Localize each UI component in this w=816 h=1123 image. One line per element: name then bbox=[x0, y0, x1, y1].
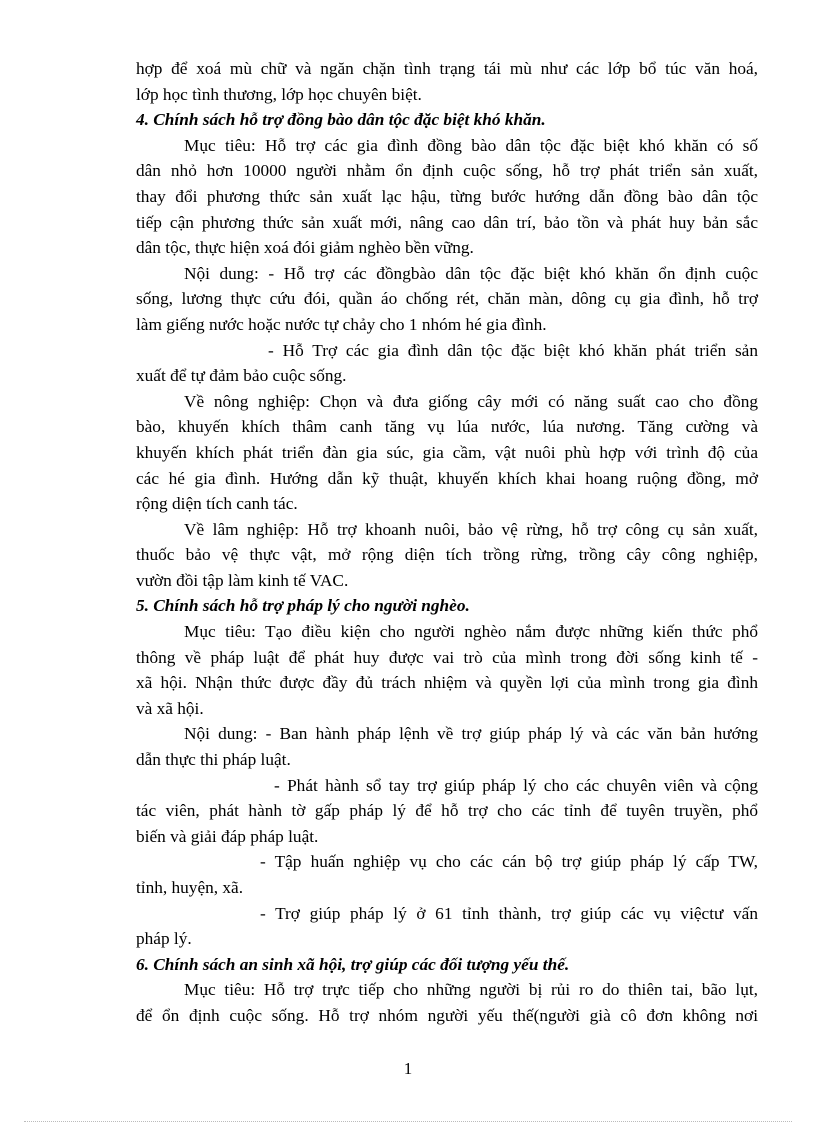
text-line: hợp để xoá mù chữ và ngăn chặn tình trạng tái mù như các lớp bổ túc văn hoá, bbox=[136, 59, 758, 78]
text-line: Mục tiêu: Hỗ trợ các gia đình đồng bào dân tộc đặc biệt khó khăn có số bbox=[184, 135, 758, 155]
text-line: - Phát hành sổ tay trợ giúp pháp lý cho các chuyên viên và cộng bbox=[274, 775, 758, 795]
text-line: Nội dung: - Ban hành pháp lệnh về trợ giúp pháp lý và các văn bản hướng bbox=[184, 724, 758, 744]
text-line: pháp lý. bbox=[136, 929, 192, 949]
text-line: thông về pháp luật để phát huy được vai trò của mình trong đời sống kinh tế - bbox=[136, 647, 758, 667]
text-line: dẫn thực thi pháp luật. bbox=[136, 750, 291, 770]
text-line: tiếp cận phương thức sản xuất mới, nâng cao dân trí, bảo tồn và phát huy bản sắc bbox=[136, 212, 758, 232]
text-line: bào, khuyến khích thâm canh tăng vụ lúa nước, lúa nương. Tăng cường và bbox=[136, 417, 758, 437]
text-line: thay đổi phương thức sản xuất lạc hậu, từng bước hướng dẫn đồng bào dân tộc bbox=[136, 186, 758, 206]
text-line: - Tập huấn nghiệp vụ cho các cán bộ trợ giúp pháp lý cấp TW, bbox=[260, 852, 758, 872]
text-line: dân tộc, thực hiện xoá đói giảm nghèo bền vững. bbox=[136, 238, 474, 258]
text-line: tác viên, phát hành tờ gấp pháp lý để hỗ trợ cho các tỉnh để tuyên truyền, phổ bbox=[136, 801, 758, 821]
text-line: các hé gia đình. Hướng dẫn kỹ thuật, khuyến khích khai hoang ruộng đồng, mở bbox=[136, 468, 758, 488]
text-line: Về nông nghiệp: Chọn và đưa giống cây mới có năng suất cao cho đồng bbox=[184, 391, 758, 411]
text-line: để ổn định cuộc sống. Hỗ trợ nhóm người yếu thế(người già cô đơn không nơi bbox=[136, 1005, 758, 1025]
text-line: Về lâm nghiệp: Hỗ trợ khoanh nuôi, bảo vệ rừng, hỗ trợ công cụ sản xuất, bbox=[184, 519, 758, 539]
text-line: rộng diện tích canh tác. bbox=[136, 494, 298, 514]
page-number: 1 bbox=[403, 1059, 413, 1078]
section-heading: 6. Chính sách an sinh xã hội, trợ giúp các đối tượng yếu thế. bbox=[136, 954, 570, 974]
text-line: sống, lương thực cứu đói, quần áo chống rét, chăn màn, dông cụ gia đình, hỗ trợ bbox=[136, 289, 758, 309]
text-line: Mục tiêu: Hỗ trợ trực tiếp cho những người bị rủi ro do thiên tai, bão lụt, bbox=[184, 980, 758, 1000]
text-line: xuất để tự đảm bảo cuộc sống. bbox=[136, 366, 347, 386]
text-line: biến và giải đáp pháp luật. bbox=[136, 826, 319, 846]
text-line: - Hỗ Trợ các gia đình dân tộc đặc biệt khó khăn phát triển sản bbox=[268, 340, 758, 360]
text-line: xã hội. Nhận thức được đầy đủ trách nhiệm và quyền lợi của mình trong gia đình bbox=[136, 673, 758, 693]
page-bottom-divider bbox=[24, 1121, 792, 1122]
text-line: làm giếng nước hoặc nước tự chảy cho 1 nhóm hé gia đình. bbox=[136, 314, 547, 334]
section-heading: 4. Chính sách hỗ trợ đồng bào dân tộc đặc biệt khó khăn. bbox=[136, 110, 546, 130]
text-line: Nội dung: - Hỗ trợ các đồngbào dân tộc đặc biệt khó khăn ổn định cuộc bbox=[184, 263, 758, 283]
text-line: lớp học tình thương, lớp học chuyên biệt. bbox=[136, 84, 422, 104]
text-line: vườn đồi tập làm kinh tế VAC. bbox=[136, 570, 349, 590]
section-heading: 5. Chính sách hỗ trợ pháp lý cho người nghèo. bbox=[136, 596, 470, 616]
text-line: tỉnh, huyện, xã. bbox=[136, 878, 244, 897]
text-line: thuốc bảo vệ thực vật, mở rộng diện tích trồng rừng, trồng cây công nghiệp, bbox=[136, 545, 758, 565]
text-line: và xã hội. bbox=[136, 698, 204, 718]
document-body bbox=[136, 56, 758, 1029]
text-line: - Trợ giúp pháp lý ở 61 tỉnh thành, trợ giúp các vụ việctư vấn bbox=[260, 903, 758, 923]
text-line: khuyến khích phát triển đàn gia súc, gia cầm, vật nuôi phù hợp với trình độ của bbox=[136, 442, 758, 462]
text-line: dân nhỏ hơn 10000 người nhằm ổn định cuộc sống, hỗ trợ phát triển sản xuất, bbox=[136, 161, 758, 181]
text-line: Mục tiêu: Tạo điều kiện cho người nghèo nắm được những kiến thức phổ bbox=[184, 622, 758, 642]
